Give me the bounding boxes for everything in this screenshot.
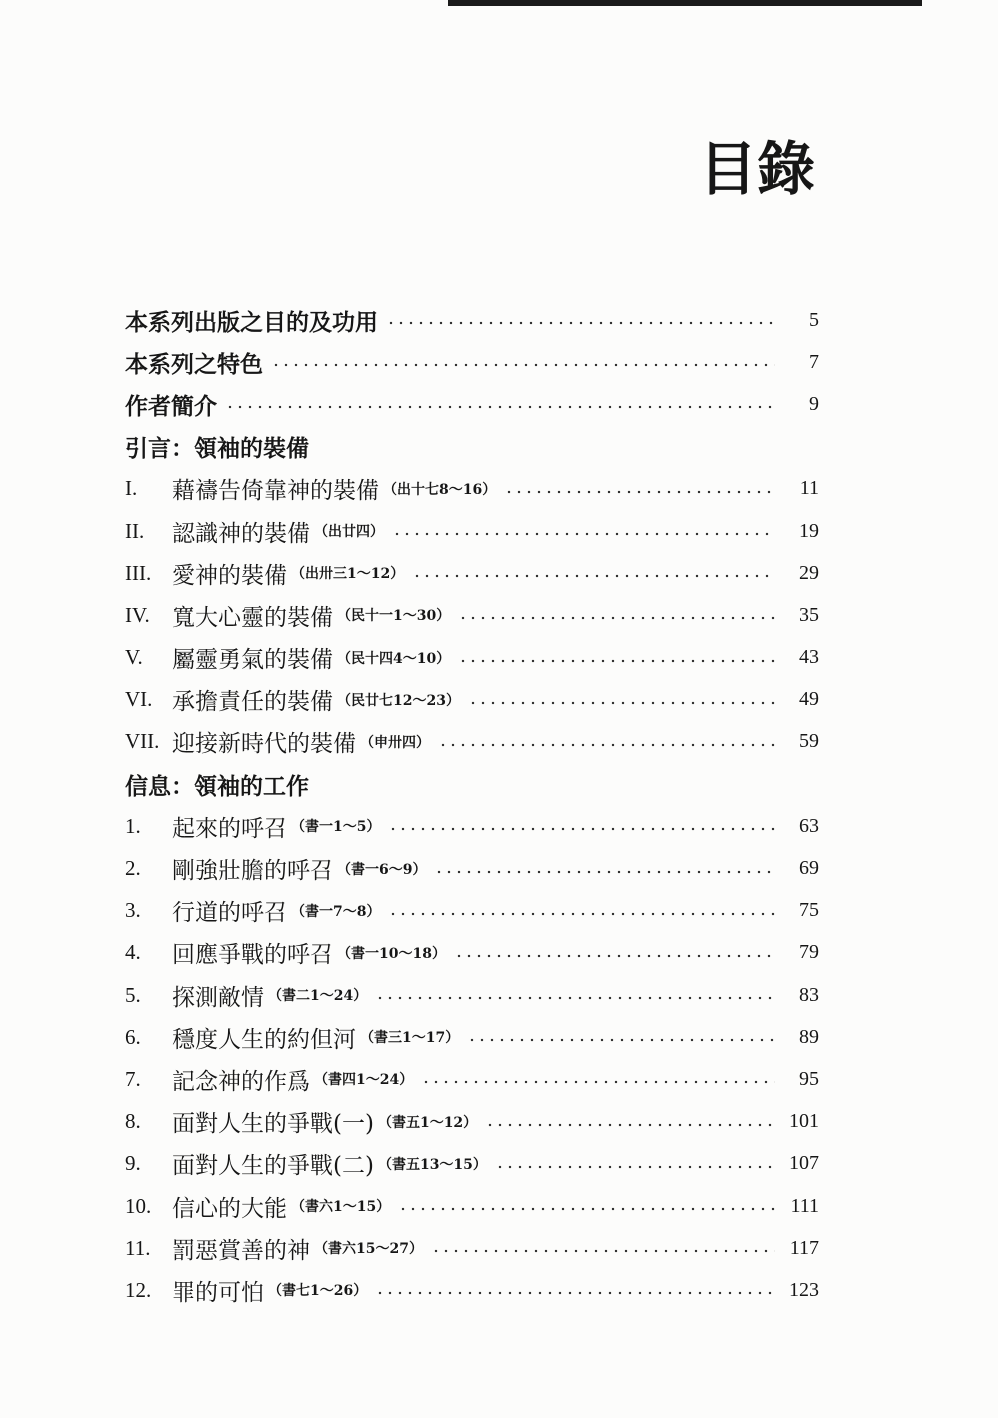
entry-number: 5. bbox=[125, 982, 141, 1007]
dot-leader bbox=[386, 320, 775, 326]
toc-entry bbox=[125, 468, 819, 510]
page-number: 11 bbox=[799, 477, 819, 500]
entry-title: 面對人生的爭戰(一) bbox=[172, 1111, 374, 1138]
entry-title: 信心的大能 bbox=[172, 1195, 287, 1222]
toc-entry bbox=[125, 510, 819, 552]
page-number: 111 bbox=[790, 1194, 819, 1217]
entry-number: IV. bbox=[125, 602, 150, 627]
dot-leader bbox=[458, 658, 775, 664]
section-heading-text: 信息：領袖的工作 bbox=[125, 773, 309, 800]
entry-number: III. bbox=[125, 560, 152, 585]
entry-title: 穩度人生的約但河 bbox=[172, 1026, 356, 1053]
entry-number: I. bbox=[125, 476, 138, 501]
entry-reference: （書六1～15） bbox=[291, 1199, 391, 1216]
entry-title: 面對人生的爭戰(二) bbox=[172, 1153, 374, 1180]
page-number: 5 bbox=[809, 308, 819, 331]
toc-entry bbox=[125, 637, 819, 679]
dot-leader bbox=[412, 573, 775, 579]
entry-reference: （書一1～5） bbox=[291, 819, 381, 836]
entry-reference: （書六15～27） bbox=[314, 1241, 423, 1258]
entry-reference: （書一10～18） bbox=[337, 945, 446, 962]
entry-number: II. bbox=[125, 518, 145, 543]
dot-leader bbox=[431, 1248, 775, 1254]
page-number: 89 bbox=[799, 1025, 819, 1048]
entry-reference: （書五1～12） bbox=[377, 1114, 478, 1131]
dot-leader bbox=[421, 1079, 775, 1085]
dot-leader bbox=[468, 700, 775, 706]
section-heading-text: 引言：領袖的裝備 bbox=[125, 436, 309, 463]
entry-reference: （申卅四） bbox=[360, 734, 430, 751]
page-number: 7 bbox=[809, 350, 819, 373]
entry-title: 回應爭戰的呼召 bbox=[172, 942, 333, 969]
toc-entry bbox=[125, 932, 819, 974]
entry-number: 3. bbox=[125, 898, 141, 923]
dot-leader bbox=[375, 995, 775, 1001]
toc-entry bbox=[125, 1185, 819, 1227]
entry-reference: （書一7～8） bbox=[291, 903, 381, 920]
entry-number: 1. bbox=[125, 813, 141, 838]
entry-reference: （書二1～24） bbox=[268, 988, 368, 1005]
toc-entry bbox=[125, 805, 819, 847]
toc-entry bbox=[125, 974, 819, 1016]
dot-leader bbox=[458, 615, 775, 621]
page-number: 123 bbox=[789, 1278, 819, 1301]
entry-number: 9. bbox=[125, 1151, 141, 1176]
entry-reference: （出卅三1～12） bbox=[291, 566, 405, 583]
entry-title: 藉禱告倚靠神的裝備 bbox=[172, 478, 379, 505]
toc-entry-front bbox=[125, 383, 819, 425]
entry-title: 探測敵情 bbox=[172, 984, 264, 1011]
dot-leader bbox=[398, 1206, 775, 1212]
entry-number: 7. bbox=[125, 1066, 141, 1091]
toc-entry-front bbox=[125, 299, 819, 341]
page-number: 69 bbox=[799, 857, 819, 880]
toc-entry bbox=[125, 679, 819, 721]
entry-reference: （書五13～15） bbox=[377, 1156, 487, 1173]
page-number: 95 bbox=[799, 1067, 819, 1090]
page-number: 49 bbox=[799, 688, 819, 711]
page-number: 83 bbox=[799, 983, 819, 1006]
entry-reference: （民十一1～30） bbox=[337, 608, 451, 625]
entry-title: 愛神的裝備 bbox=[172, 562, 287, 589]
page-number: 35 bbox=[799, 603, 819, 626]
entry-number: 4. bbox=[125, 940, 141, 965]
toc-section-heading bbox=[125, 763, 819, 805]
dot-leader bbox=[271, 362, 775, 368]
entry-title: 行道的呼召 bbox=[172, 900, 287, 927]
toc-entry bbox=[125, 721, 819, 763]
entry-title: 屬靈勇氣的裝備 bbox=[172, 647, 333, 674]
entry-title: 罪的可怕 bbox=[172, 1279, 264, 1306]
toc-entry bbox=[125, 847, 819, 889]
table-of-contents bbox=[125, 299, 819, 1312]
page-number: 75 bbox=[799, 899, 819, 922]
entry-number: 8. bbox=[125, 1109, 141, 1134]
entry-reference: （民廿七12～23） bbox=[337, 692, 460, 709]
entry-title: 罰惡賞善的神 bbox=[172, 1237, 310, 1264]
entry-reference: （民十四4～10） bbox=[337, 650, 451, 667]
dot-leader bbox=[467, 1037, 775, 1043]
dot-leader bbox=[375, 1290, 775, 1296]
toc-entry bbox=[125, 552, 819, 594]
entry-reference: （書一6～9） bbox=[337, 861, 427, 878]
toc-section-heading bbox=[125, 426, 819, 468]
entry-reference: （書四1～24） bbox=[314, 1072, 414, 1089]
entry-title: 本系列出版之目的及功用 bbox=[125, 309, 378, 336]
entry-number: 2. bbox=[125, 856, 141, 881]
dot-leader bbox=[434, 869, 775, 875]
dot-leader bbox=[225, 404, 775, 410]
entry-number: 10. bbox=[125, 1193, 152, 1218]
entry-number: V. bbox=[125, 645, 143, 670]
entry-title: 認識神的裝備 bbox=[172, 520, 310, 547]
toc-entry bbox=[125, 1143, 819, 1185]
dot-leader bbox=[392, 531, 775, 537]
dot-leader bbox=[388, 911, 775, 917]
page-number: 9 bbox=[809, 392, 819, 415]
toc-entry bbox=[125, 1058, 819, 1100]
entry-title: 作者簡介 bbox=[125, 393, 217, 420]
entry-number: 12. bbox=[125, 1277, 152, 1302]
entry-title: 承擔責任的裝備 bbox=[172, 689, 333, 716]
entry-number: 6. bbox=[125, 1024, 141, 1049]
entry-number: 11. bbox=[125, 1235, 151, 1260]
entry-reference: （書三1～17） bbox=[360, 1030, 460, 1047]
entry-title: 迎接新時代的裝備 bbox=[172, 731, 356, 758]
entry-title: 本系列之特色 bbox=[125, 351, 263, 378]
entry-title: 記念神的作爲 bbox=[172, 1068, 310, 1095]
toc-entry bbox=[125, 890, 819, 932]
entry-reference: （出廿四） bbox=[314, 524, 384, 541]
scan-edge-bar bbox=[448, 0, 922, 6]
page-number: 43 bbox=[799, 646, 819, 669]
entry-number: VII. bbox=[125, 729, 160, 754]
dot-leader bbox=[454, 953, 775, 959]
entry-title: 起來的呼召 bbox=[172, 815, 287, 842]
toc-entry-front bbox=[125, 341, 819, 383]
toc-entry bbox=[125, 1269, 819, 1311]
page-number: 117 bbox=[789, 1236, 819, 1259]
entry-title: 剛強壯膽的呼召 bbox=[172, 858, 333, 885]
page-number: 59 bbox=[799, 730, 819, 753]
dot-leader bbox=[504, 489, 775, 495]
page-number: 29 bbox=[799, 561, 819, 584]
toc-entry bbox=[125, 1016, 819, 1058]
entry-reference: （出十七8～16） bbox=[383, 481, 497, 498]
entry-title: 寬大心靈的裝備 bbox=[172, 604, 333, 631]
toc-entry bbox=[125, 594, 819, 636]
page-number: 19 bbox=[799, 519, 819, 542]
dot-leader bbox=[438, 742, 775, 748]
toc-entry bbox=[125, 1101, 819, 1143]
entry-reference: （書七1～26） bbox=[268, 1283, 368, 1300]
dot-leader bbox=[485, 1122, 775, 1128]
dot-leader bbox=[495, 1164, 775, 1170]
page-number: 63 bbox=[799, 814, 819, 837]
entry-number: VI. bbox=[125, 687, 153, 712]
page-number: 107 bbox=[789, 1152, 819, 1175]
page-title: 目錄 bbox=[698, 135, 815, 203]
dot-leader bbox=[388, 826, 775, 832]
toc-entry bbox=[125, 1227, 819, 1269]
page-number: 101 bbox=[789, 1110, 819, 1133]
page-number: 79 bbox=[799, 941, 819, 964]
